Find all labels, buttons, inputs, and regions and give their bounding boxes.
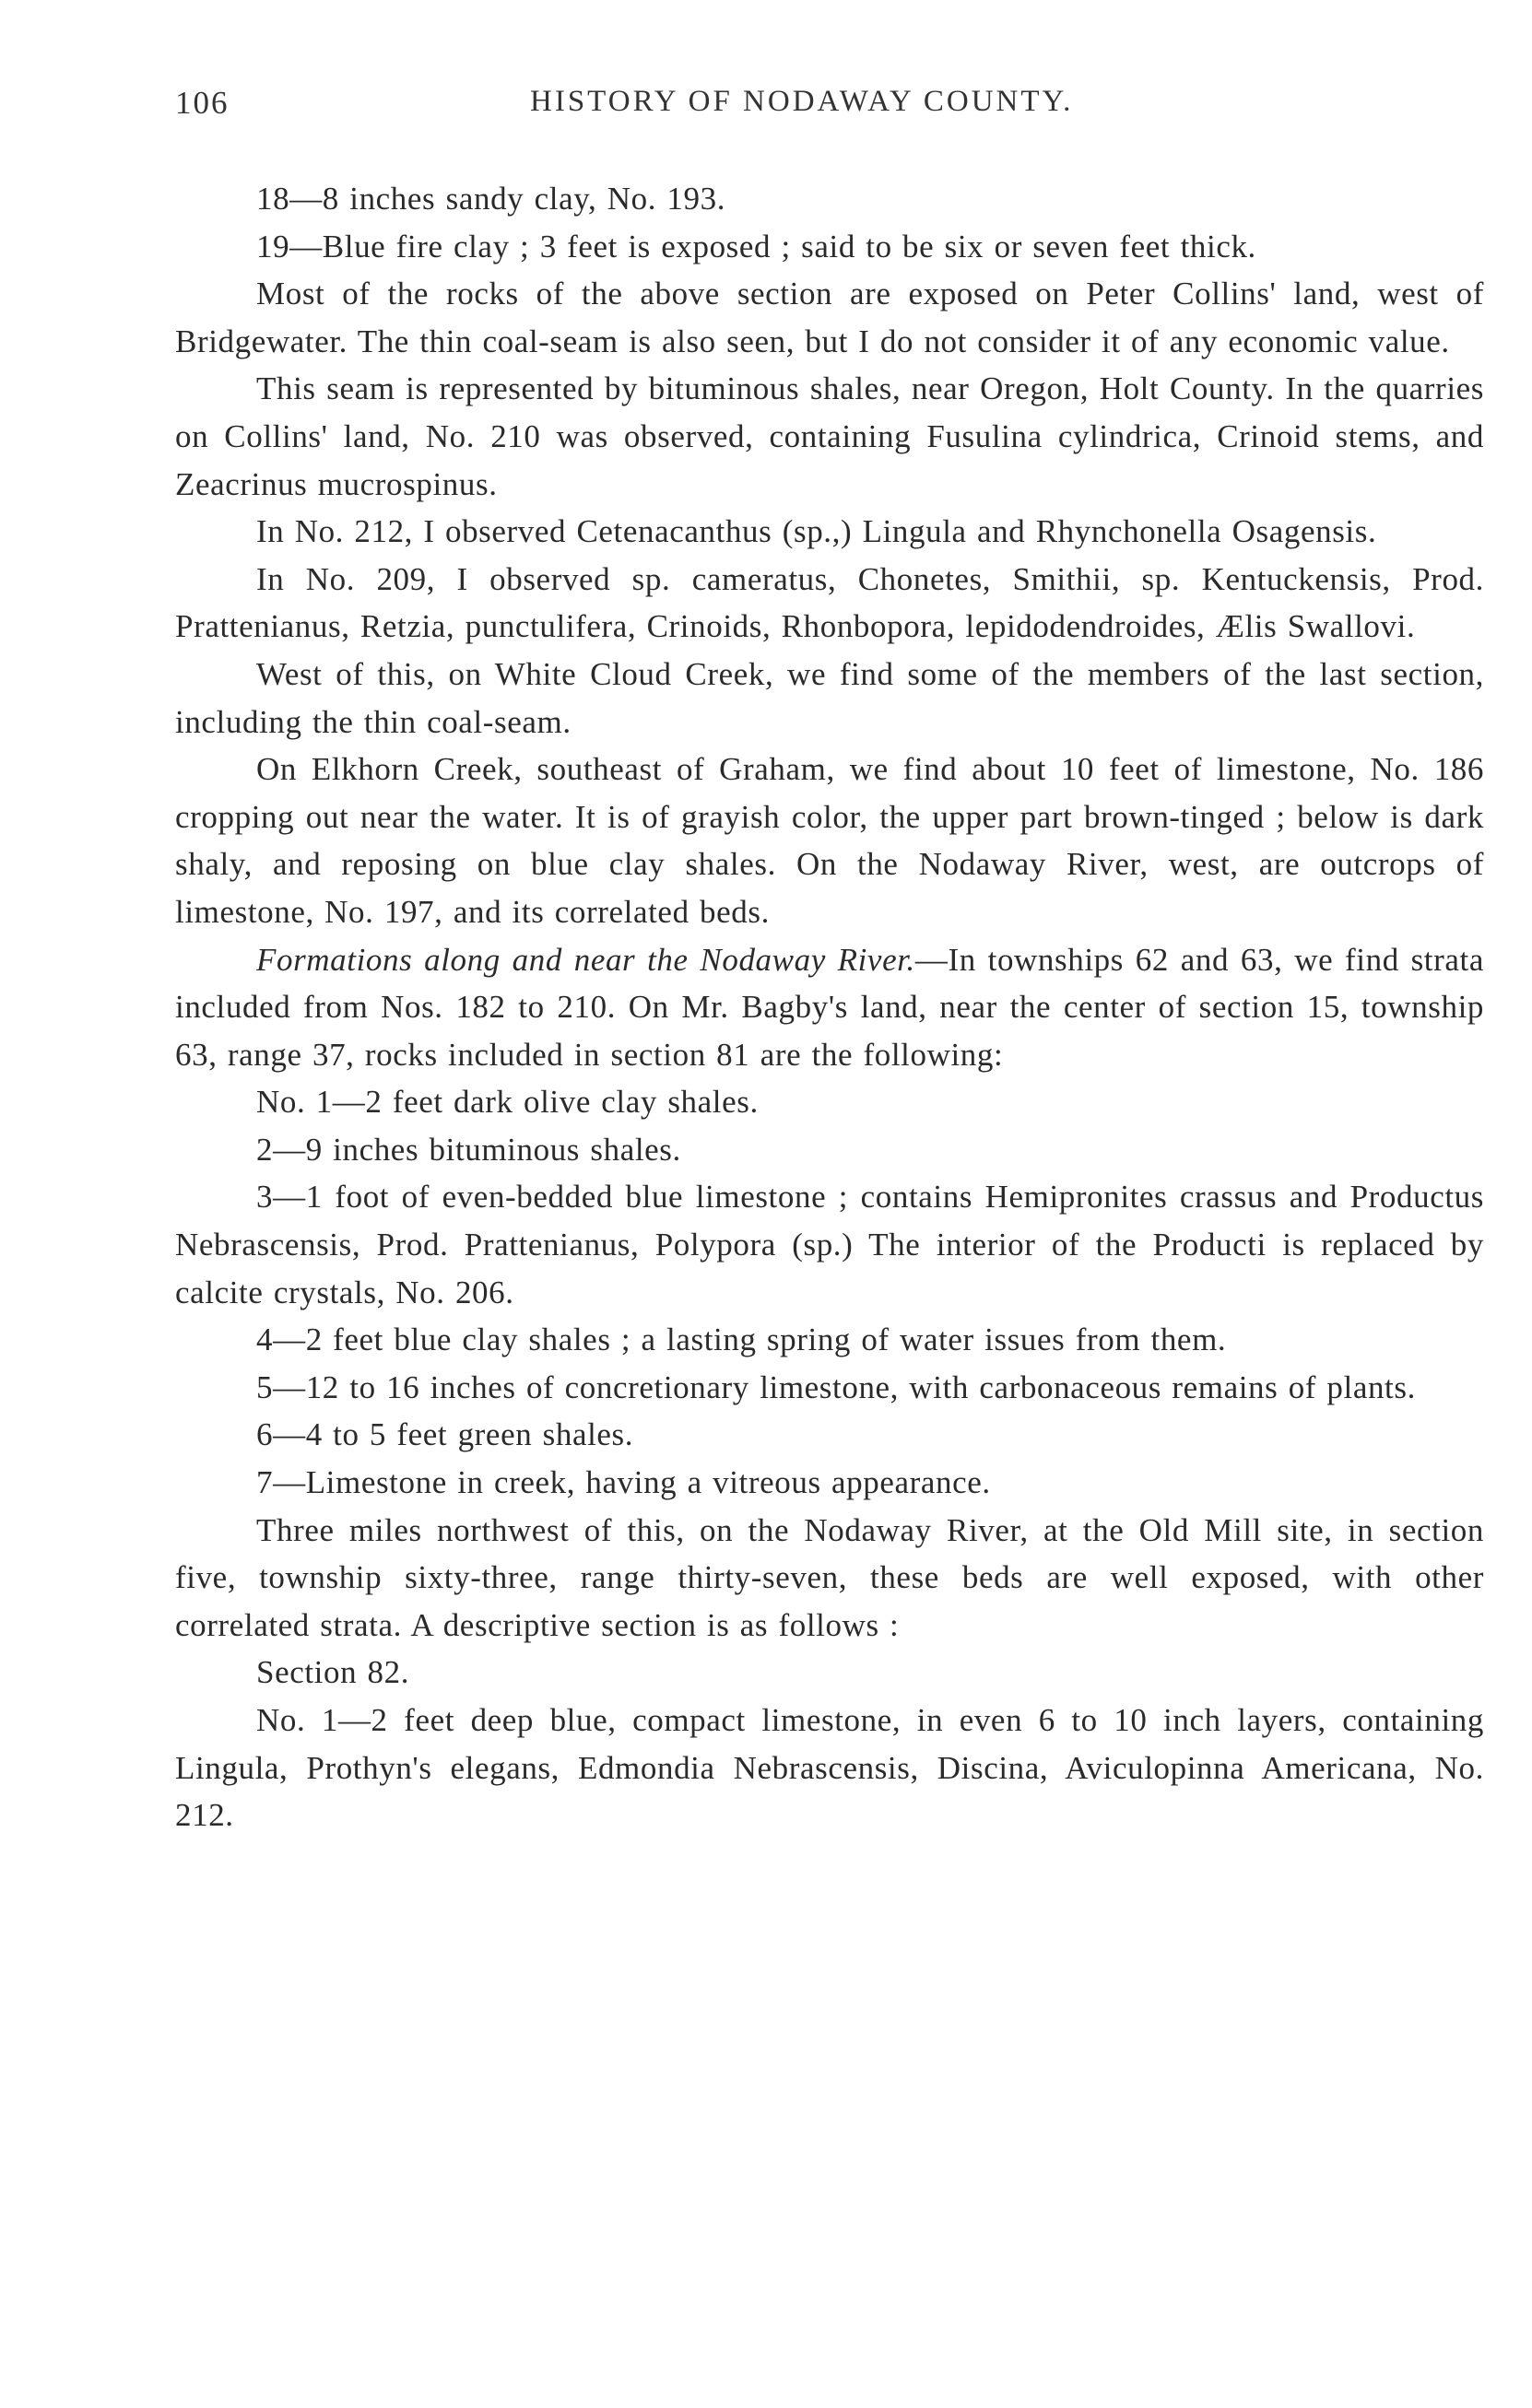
paragraph: No. 1—2 feet dark olive clay shales. (256, 1084, 759, 1121)
paragraph (175, 936, 1484, 1079)
paragraph: No. 1—2 feet deep blue, compact limestone, in even 6 to 10 inch layers, containing Lingula, Prothyn's elegans, Edmondia Nebrascensis, Discina, Aviculopinna Americana, No. 212. (175, 1702, 1484, 1834)
paragraph: 7—Limestone in creek, having a vitreous appearance. (256, 1464, 991, 1501)
paragraph: 2—9 inches bituminous shales. (256, 1131, 681, 1168)
paragraph: 19—Blue fire clay ; 3 feet is exposed ; said to be six or seven feet thick. (256, 228, 1256, 264)
body-text (175, 175, 1484, 1839)
paragraph-text: —In townships 62 and 63, we find strata included from Nos. 182 to 210. On Mr. Bagby's land, near the center of section 15, township 63, range 37, rocks included in section 81 are the following: (175, 941, 1484, 1073)
paragraph: On Elkhorn Creek, southeast of Graham, we find about 10 feet of limestone, No. 186 cropping out near the water. It is of grayish color, the upper part brown-tinged ; below is dark shaly, and reposing on blue clay shales. On the Nodaway River, west, are outcrops of limestone, No. 197, and its correlated beds. (175, 751, 1484, 930)
running-title: HISTORY OF NODAWAY COUNTY. (530, 85, 1074, 118)
paragraph: Three miles northwest of this, on the Nodaway River, at the Old Mill site, in section five, township sixty-three, range thirty-seven, these beds are well exposed, with other correlated strata. A descriptive section is as follows : (175, 1511, 1484, 1643)
paragraph: This seam is represented by bituminous shales, near Oregon, Holt County. In the quarries on Collins' land, No. 210 was observed, containing Fusulina cylindrica, Crinoid stems, and Zeacrinus mucrospinus. (175, 370, 1484, 502)
book-page (175, 85, 1484, 1839)
paragraph: 6—4 to 5 feet green shales. (256, 1416, 634, 1453)
paragraph: Most of the rocks of the above section are exposed on Peter Collins' land, west of Bridgewater. The thin coal-seam is also seen, but I do not consider it of any economic value. (175, 276, 1484, 359)
running-head (175, 85, 1484, 140)
paragraph: In No. 212, I observed Cetenacanthus (sp.,) Lingula and Rhynchonella Osagensis. (256, 513, 1377, 550)
paragraph: 5—12 to 16 inches of concretionary limestone, with carbonaceous remains of plants. (256, 1368, 1416, 1405)
paragraph: 4—2 feet blue clay shales ; a lasting spring of water issues from them. (256, 1321, 1227, 1358)
paragraph: West of this, on White Cloud Creek, we find some of the members of the last section, including the thin coal-seam. (175, 655, 1484, 740)
section-heading: Formations along and near the Nodaway River. (256, 941, 915, 978)
paragraph: Section 82. (256, 1654, 410, 1691)
paragraph: In No. 209, I observed sp. cameratus, Chonetes, Smithii, sp. Kentuckensis, Prod. Prattenianus, Retzia, punctulifera, Crinoids, Rhonbopora, lepidodendroides, Ælis Swallovi. (175, 560, 1484, 645)
paragraph: 3—1 foot of even-bedded blue limestone ; contains Hemipronites crassus and Productus Nebrascensis, Prod. Prattenianus, Polypora (sp.) The interior of the Producti is replaced by calcite crystals, No. 206. (175, 1179, 1484, 1310)
paragraph: 18—8 inches sandy clay, No. 193. (256, 181, 726, 217)
page-number: 106 (175, 85, 230, 121)
